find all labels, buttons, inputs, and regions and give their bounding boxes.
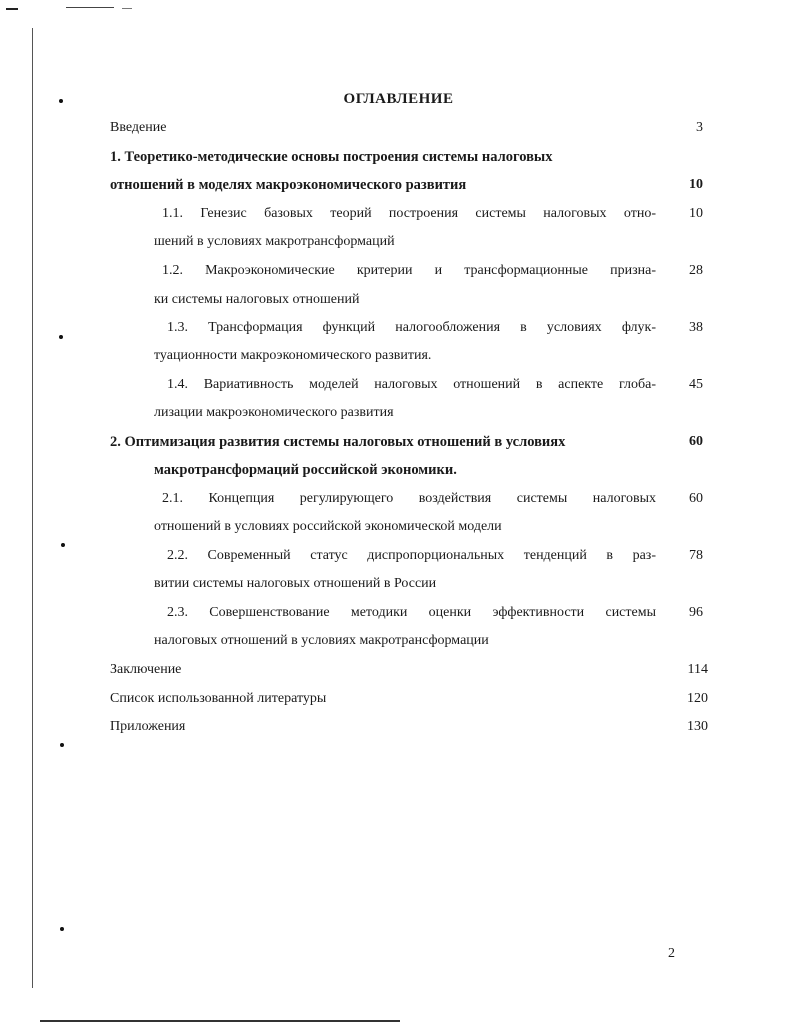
toc-section-page: 28 [689, 263, 703, 278]
toc-entry-label: Приложения [110, 719, 186, 734]
page-number: 2 [668, 946, 675, 961]
toc-section-label: витии системы налоговых отношений в России [154, 576, 437, 591]
toc-section-label: отношений в условиях российской экономической модели [154, 519, 502, 534]
toc-chapter-label: макротрансформаций российской экономики. [154, 462, 457, 478]
toc-section-label: 1.1. Генезис базовых теорий построения системы налоговых отно- [162, 206, 656, 221]
toc-section-label: налоговых отношений в условиях макротрансформации [154, 633, 489, 648]
page-title: ОГЛАВЛЕНИЕ [343, 91, 454, 107]
toc-entry-page: 120 [687, 691, 708, 706]
toc-chapter-page: 10 [689, 177, 703, 192]
toc-section-label: шений в условиях макротрансформаций [154, 234, 395, 249]
toc-section-page: 45 [689, 377, 703, 392]
toc-entry-label: Заключение [110, 662, 182, 677]
toc-chapter-label: отношений в моделях макроэкономического развития [110, 177, 467, 193]
toc-entry-page: 114 [687, 662, 708, 677]
toc-section-label: туационности макроэкономического развития. [154, 348, 432, 363]
scan-mark [66, 7, 114, 8]
scan-mark [6, 8, 18, 10]
scan-speck [61, 543, 65, 547]
scan-mark [122, 8, 132, 9]
toc-chapter-page: 60 [689, 434, 703, 449]
toc-section-label: 1.4. Вариативность моделей налоговых отношений в аспекте глоба- [167, 377, 656, 392]
toc-section-label: ки системы налоговых отношений [154, 292, 360, 307]
toc-section-label: 1.2. Макроэкономические критерии и трансформационные призна- [162, 263, 656, 278]
toc-section-label: лизации макроэкономического развития [154, 405, 394, 420]
toc-section-page: 60 [689, 491, 703, 506]
toc-section-label: 2.3. Совершенствование методики оценки эффективности системы [167, 605, 656, 620]
toc-entry-page: 3 [696, 120, 703, 135]
scan-margin-line [32, 28, 33, 988]
scan-bottom-line [40, 1020, 400, 1022]
toc-section-label: 2.1. Концепция регулирующего воздействия системы налоговых [162, 491, 656, 506]
toc-entry-page: 130 [687, 719, 708, 734]
scan-speck [59, 335, 63, 339]
scan-speck [60, 743, 64, 747]
toc-entry-label: Введение [110, 120, 167, 135]
toc-entry-label: Список использованной литературы [110, 691, 327, 706]
toc-chapter-label: 2. Оптимизация развития системы налоговых отношений в условиях [110, 434, 566, 450]
toc-section-page: 78 [689, 548, 703, 563]
toc-section-label: 2.2. Современный статус диспропорциональных тенденций в раз- [167, 548, 656, 563]
scan-speck [60, 927, 64, 931]
toc-section-page: 96 [689, 605, 703, 620]
toc-section-page: 10 [689, 206, 703, 221]
toc-section-page: 38 [689, 320, 703, 335]
toc-section-label: 1.3. Трансформация функций налогообложения в условиях флук- [167, 320, 656, 335]
toc-chapter-label: 1. Теоретико-методические основы построения системы налоговых [110, 149, 553, 165]
